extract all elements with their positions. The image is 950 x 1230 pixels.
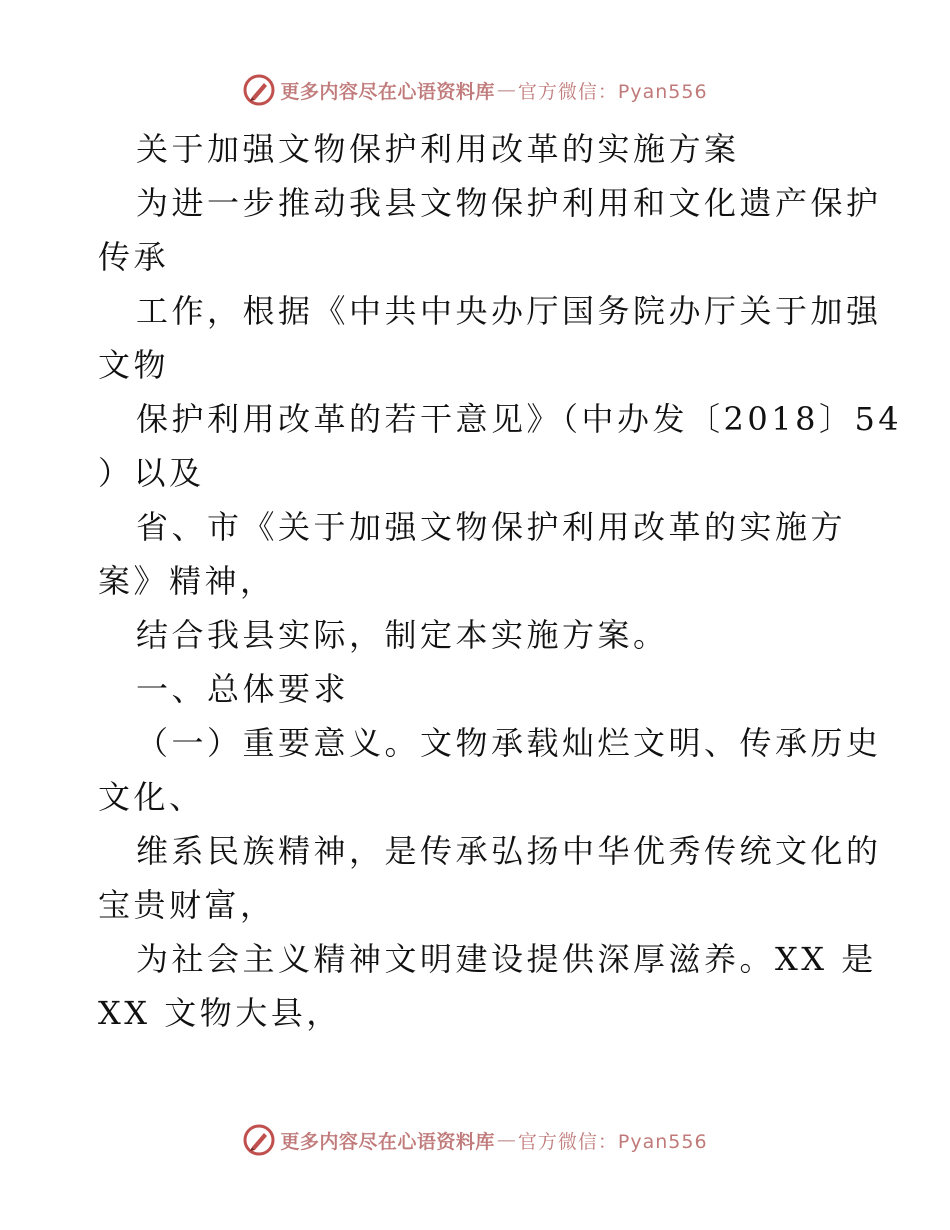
watermark-site-text: 更多内容尽在心语资料库: [280, 1130, 495, 1153]
document-line: 宝贵财富，: [98, 886, 276, 924]
watermark-contact-text: 官方微信：Pyan556: [517, 1130, 708, 1153]
document-line: 文物: [98, 346, 170, 384]
document-line: 关于加强文物保护利用改革的实施方案: [136, 130, 740, 168]
document-line: 工作，根据《中共中央办厅国务院办厅关于加强: [136, 292, 882, 330]
watermark-separator: —: [496, 1129, 516, 1151]
watermark-footer: [0, 1120, 950, 1160]
pen-logo-icon: [242, 73, 276, 107]
document-line: 维系民族精神，是传承弘扬中华优秀传统文化的: [136, 832, 882, 870]
document-line: 保护利用改革的若干意见》（中办发〔2018〕54: [136, 400, 903, 438]
document-line: 为社会主义精神文明建设提供深厚滋养。XX 是: [136, 940, 877, 978]
watermark-separator: —: [496, 79, 516, 101]
document-line: 文化、: [98, 778, 205, 816]
document-line: 案》精神，: [98, 562, 276, 600]
document-line: 省、市《关于加强文物保护利用改革的实施方: [136, 508, 847, 546]
document-line: （一）重要意义。文物承载灿烂文明、传承历史: [136, 724, 882, 762]
document-line: XX 文物大县，: [98, 994, 342, 1032]
document-line: 一、总体要求: [136, 670, 350, 708]
watermark-site-text: 更多内容尽在心语资料库: [280, 80, 495, 103]
document-line: 结合我县实际，制定本实施方案。: [136, 616, 669, 654]
document-line: 为进一步推动我县文物保护利用和文化遗产保护: [136, 184, 882, 222]
document-line: ）以及: [98, 454, 205, 492]
document-line: 传承: [98, 238, 170, 276]
watermark-contact-text: 官方微信：Pyan556: [517, 80, 708, 103]
pen-logo-icon: [242, 1123, 276, 1157]
watermark-header: [0, 70, 950, 110]
document-body: [98, 122, 903, 1040]
